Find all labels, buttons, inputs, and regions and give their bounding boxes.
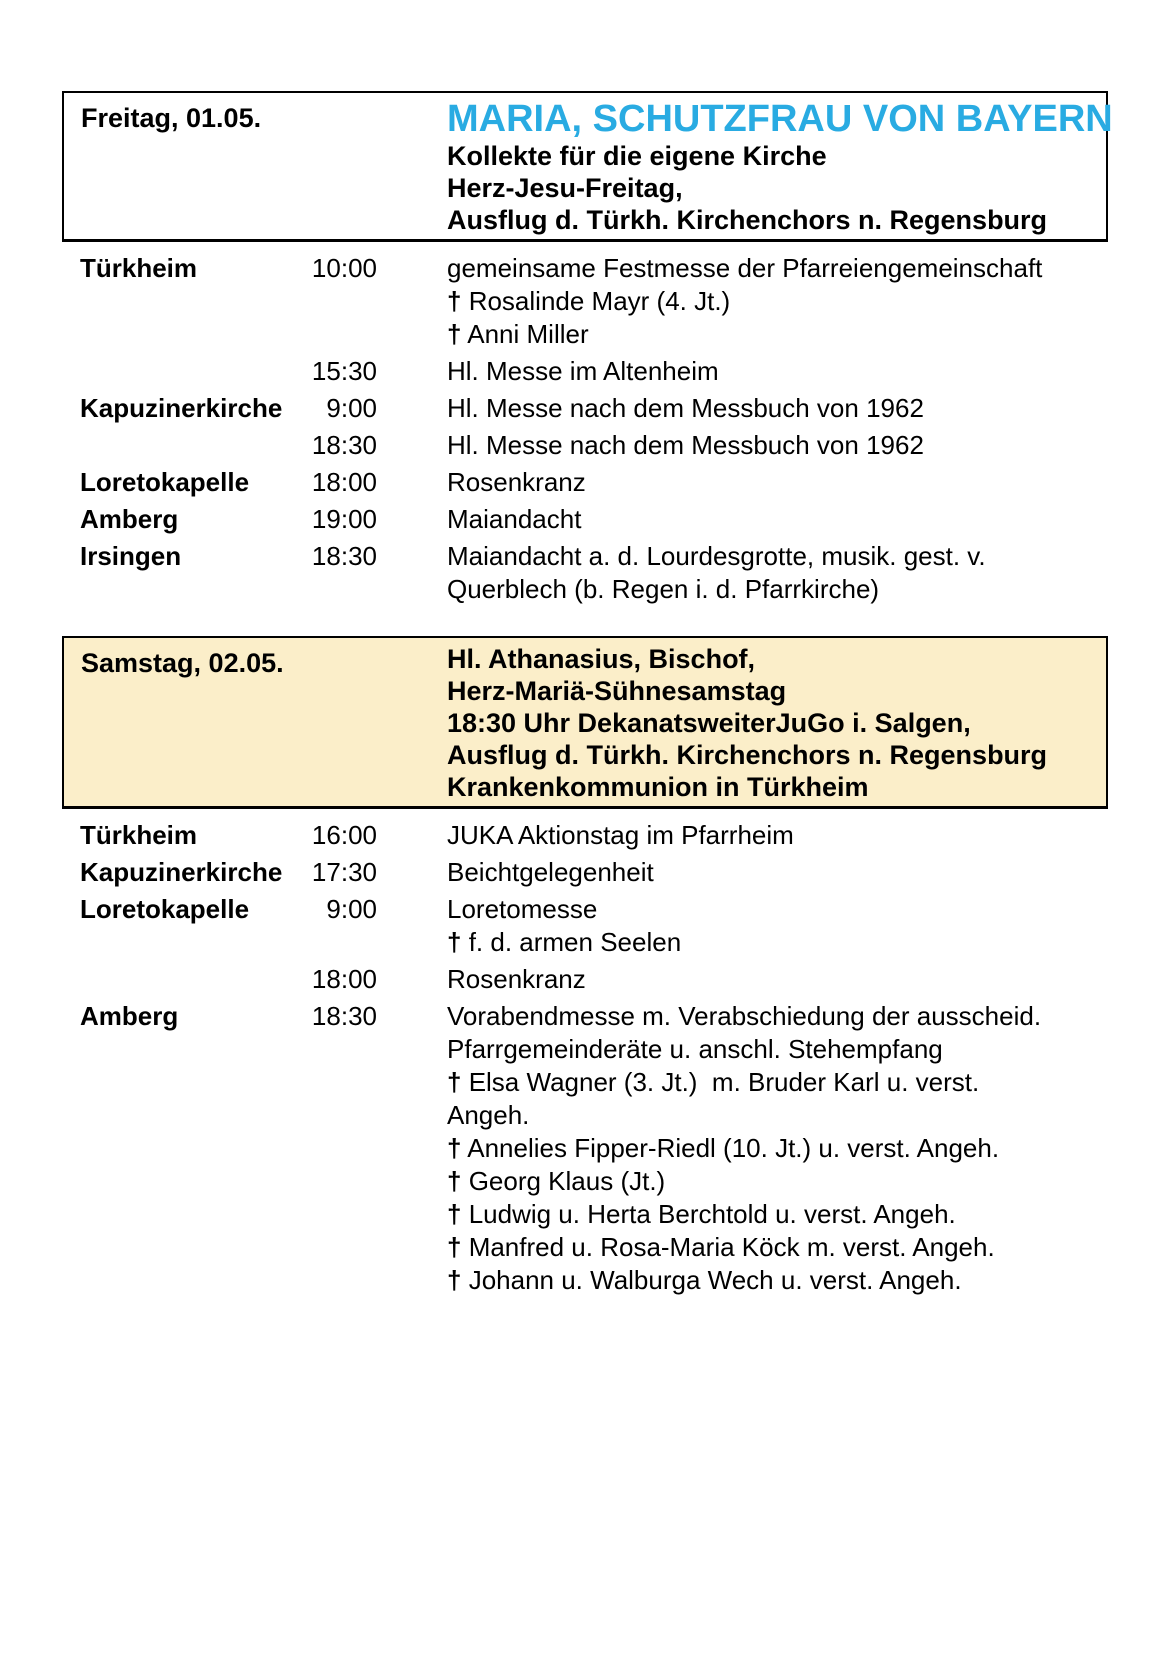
location-label: Loretokapelle	[80, 467, 250, 497]
day-info-column	[447, 643, 1106, 803]
day-subtitle-lines	[447, 643, 1098, 803]
location-label: Türkheim	[80, 253, 198, 283]
location-label: Kapuzinerkirche	[80, 393, 283, 423]
event-line: † Rosalinde Mayr (4. Jt.)	[447, 286, 731, 316]
event-description	[447, 1000, 1137, 1297]
time-label: 18:00	[311, 467, 377, 497]
event-line: Rosenkranz	[447, 964, 586, 994]
schedule-entry	[80, 466, 1170, 499]
schedule-saturday	[80, 819, 1170, 1297]
dagger-icon: †	[447, 927, 462, 957]
dagger-icon: †	[447, 1265, 462, 1295]
event-line: † Manfred u. Rosa-Maria Köck m. verst. Angeh.	[447, 1232, 995, 1262]
event-line: Maiandacht a. d. Lourdesgrotte, musik. gest. v.	[447, 541, 986, 571]
event-description	[447, 355, 1137, 388]
schedule-entry	[80, 429, 1170, 462]
time-label: 18:30	[311, 541, 377, 571]
event-description	[447, 392, 1137, 425]
event-description	[447, 429, 1137, 462]
schedule-entry	[80, 963, 1170, 996]
schedule-entry	[80, 355, 1170, 388]
location-label: Türkheim	[80, 820, 198, 850]
dagger-icon: †	[447, 1133, 462, 1163]
location-label	[80, 355, 305, 388]
day-subtitle-line: Ausflug d. Türkh. Kirchenchors n. Regensburg	[447, 205, 1048, 235]
event-description	[447, 503, 1137, 536]
day-subtitle-line: Hl. Athanasius, Bischof,	[447, 644, 756, 674]
event-line: † Anni Miller	[447, 319, 589, 349]
event-line: † Georg Klaus (Jt.)	[447, 1166, 666, 1196]
time-label: 18:30	[311, 430, 377, 460]
time-label: 19:00	[311, 504, 377, 534]
event-line: Querblech (b. Regen i. d. Pfarrkirche)	[447, 574, 880, 604]
event-line: Rosenkranz	[447, 467, 586, 497]
event-description	[447, 893, 1137, 959]
schedule-entry	[80, 540, 1170, 606]
time-label: 15:30	[311, 356, 377, 386]
event-line: † Ludwig u. Herta Berchtold u. verst. Angeh.	[447, 1199, 956, 1229]
event-line: † Elsa Wagner (3. Jt.) m. Bruder Karl u. verst.	[447, 1067, 980, 1097]
time-label: 17:30	[311, 857, 377, 887]
event-line: Maiandacht	[447, 504, 582, 534]
day-subtitle-line: 18:30 Uhr DekanatsweiterJuGo i. Salgen,	[447, 708, 971, 738]
day-date-label: Freitag, 01.05.	[81, 103, 262, 133]
day-subtitle-line: Herz-Mariä-Sühnesamstag	[447, 676, 787, 706]
event-line: † Johann u. Walburga Wech u. verst. Angeh.	[447, 1265, 962, 1295]
time-label: 9:00	[326, 393, 377, 423]
event-description	[447, 819, 1137, 852]
day-subtitle-line: Ausflug d. Türkh. Kirchenchors n. Regensburg	[447, 740, 1048, 770]
dagger-icon: †	[447, 319, 462, 349]
dagger-icon: †	[447, 1067, 462, 1097]
schedule-entry	[80, 503, 1170, 536]
dagger-icon: †	[447, 1232, 462, 1262]
location-label: Amberg	[80, 1001, 179, 1031]
dagger-icon: †	[447, 286, 462, 316]
day-date-label: Samstag, 02.05.	[81, 648, 284, 678]
event-line: † f. d. armen Seelen	[447, 927, 682, 957]
event-line: Beichtgelegenheit	[447, 857, 654, 887]
event-line: Vorabendmesse m. Verabschiedung der ausscheid.	[447, 1001, 1042, 1031]
event-line: † Annelies Fipper-Riedl (10. Jt.) u. verst. Angeh.	[447, 1133, 1000, 1163]
event-line: Hl. Messe nach dem Messbuch von 1962	[447, 393, 924, 423]
location-label: Kapuzinerkirche	[80, 857, 283, 887]
location-label: Amberg	[80, 504, 179, 534]
time-label: 18:30	[311, 1001, 377, 1031]
schedule-entry	[80, 1000, 1170, 1297]
event-description	[447, 540, 1137, 606]
schedule-entry	[80, 856, 1170, 889]
schedule-entry	[80, 252, 1170, 351]
location-label: Loretokapelle	[80, 894, 250, 924]
location-label: Irsingen	[80, 541, 182, 571]
location-label	[80, 963, 305, 996]
time-label: 18:00	[311, 964, 377, 994]
event-description	[447, 466, 1137, 499]
section-gap	[0, 606, 1170, 636]
day-subtitle-line: Kollekte für die eigene Kirche	[447, 141, 827, 171]
event-line: Pfarrgemeinderäte u. anschl. Stehempfang	[447, 1034, 943, 1064]
event-line: JUKA Aktionstag im Pfarrheim	[447, 820, 794, 850]
schedule-entry	[80, 893, 1170, 959]
location-label	[80, 429, 305, 462]
event-line: gemeinsame Festmesse der Pfarreiengemeinschaft	[447, 253, 1043, 283]
schedule-entry	[80, 819, 1170, 852]
schedule-friday	[80, 252, 1170, 606]
day-header-box-friday	[62, 91, 1113, 242]
day-subtitle-line: Krankenkommunion in Türkheim	[447, 772, 869, 802]
event-description	[447, 963, 1137, 996]
event-line: Hl. Messe im Altenheim	[447, 356, 719, 386]
day-header-box-saturday	[62, 636, 1108, 809]
event-line: Hl. Messe nach dem Messbuch von 1962	[447, 430, 924, 460]
time-label: 9:00	[326, 894, 377, 924]
schedule-entry	[80, 392, 1170, 425]
event-line: Loretomesse	[447, 894, 598, 924]
dagger-icon: †	[447, 1199, 462, 1229]
event-description	[447, 856, 1137, 889]
event-line: Angeh.	[447, 1100, 530, 1130]
day-title: MARIA, SCHUTZFRAU VON BAYERN	[447, 98, 1113, 140]
dagger-icon: †	[447, 1166, 462, 1196]
day-info-column	[447, 98, 1121, 236]
time-label: 16:00	[311, 820, 377, 850]
time-label: 10:00	[311, 253, 377, 283]
day-subtitle-line: Herz-Jesu-Freitag,	[447, 173, 683, 203]
event-description	[447, 252, 1137, 351]
day-subtitle-lines	[447, 140, 1113, 236]
